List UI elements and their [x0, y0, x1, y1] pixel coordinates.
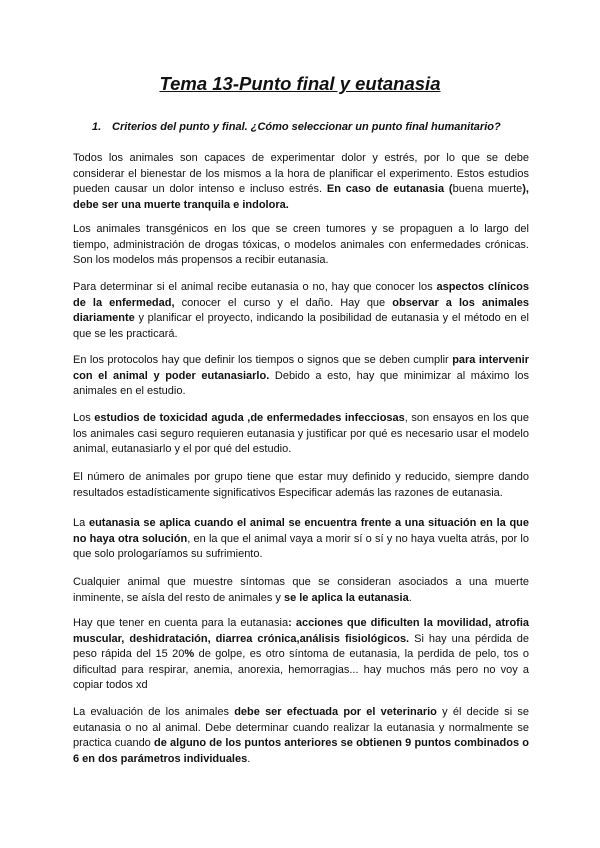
paragraph-10: La evaluación de los animales debe ser efectuada por el veterinario y él decide si se eutanasia o no al animal. Debe determinar cuando realizar la eutanasia y normalmente se practica cuando de alguno de los puntos anteriores se obtienen 9 puntos combinados o 6 en dos parámetros individuales. [73, 706, 530, 765]
section-heading [92, 121, 501, 133]
paragraph-8: Cualquier animal que muestre síntomas que se consideran asociados a una muerte inminente, se aísla del resto de animales y se le aplica la eutanasia. [73, 576, 529, 604]
paragraph-1: Todos los animales son capaces de experimentar dolor y estrés, por lo que se debe considerar el bienestar de los mismos a la hora de planificar el experimento. Estos estudios pueden causar un dolor intenso e incluso estrés. En caso de eutanasia (buena muerte), debe ser una muerte tranquila e indolora. [73, 152, 529, 211]
paragraph-7: La eutanasia se aplica cuando el animal se encuentra frente a una situación en la que no haya otra solución, en la que el animal vaya a morir sí o sí y no haya vuelta atrás, por lo que solo prologaríamos su sufrimiento. [73, 517, 530, 561]
paragraph-9: Hay que tener en cuenta para la eutanasia: acciones que dificulten la movilidad, atrofia muscular, deshidratación, diarrea crónica,análisis fisiológicos. Si hay una pérdida de peso rápida del 15 20% de golpe, es otro síntoma de eutanasia, la perdida de pelo, tos o dificultad para respirar, anemia, anorexia, hemorragias... hay muchos más pero no voy a copiar todos xd [73, 617, 530, 692]
paragraph-2: Los animales transgénicos en los que se creen tumores y se propaguen a lo largo del tiempo, administración de drogas tóxicas, o modelos animales con enfermedades crónicas. Son los modelos más propensos a recibir eutanasia. [73, 223, 529, 267]
section-heading-text: Criterios del punto y final. ¿Cómo seleccionar un punto final humanitario? [112, 121, 501, 133]
paragraph-4: En los protocolos hay que definir los tiempos o signos que se deben cumplir para intervenir con el animal y poder eutanasiarlo. Debido a esto, hay que minimizar al máximo los animales en el estudio. [73, 354, 530, 398]
section-number: 1. [92, 121, 102, 133]
paragraph-6: El número de animales por grupo tiene que estar muy definido y reducido, siempre dando resultados estadísticamente significativos Especificar además las razones de eutanasia. [73, 471, 529, 499]
document-title: Tema 13-Punto final y eutanasia [159, 73, 441, 94]
paragraph-3: Para determinar si el animal recibe eutanasia o no, hay que conocer los aspectos clínicos de la enfermedad, conocer el curso y el daño. Hay que observar a los animales diariamente y planificar el proyecto, indicando la posibilidad de eutanasia y el método en el que se les practicará. [73, 281, 530, 340]
paragraph-5: Los estudios de toxicidad aguda ,de enfermedades infecciosas, son ensayos en los que los animales casi seguro requieren eutanasia y justificar por qué es necesario usar el modelo animal, eutanasiarlo y el por qué del estudio. [73, 412, 529, 456]
